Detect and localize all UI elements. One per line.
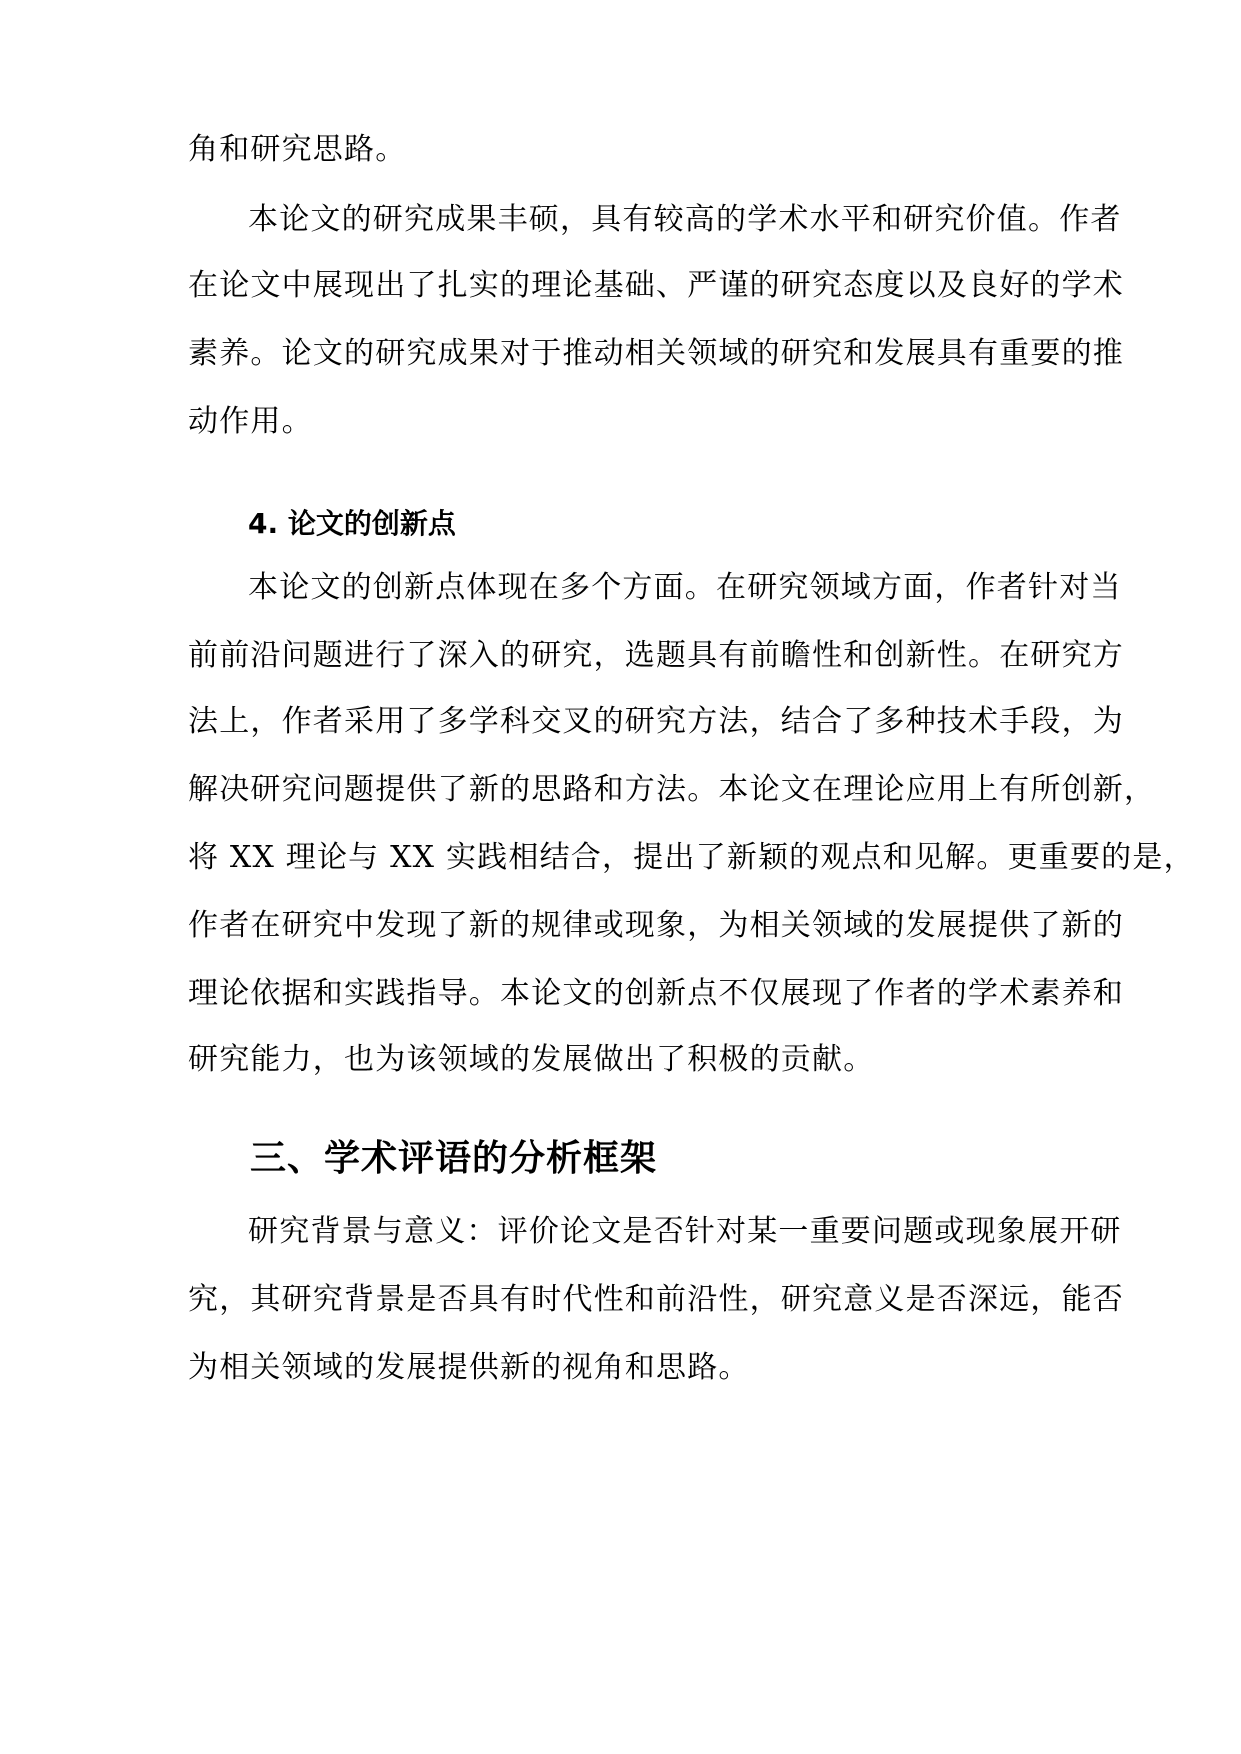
paragraph-line: 本论文的研究成果丰硕，具有较高的学术水平和研究价值。作者: [248, 202, 1122, 237]
paragraph-line: 理论依据和实践指导。本论文的创新点不仅展现了作者的学术素养和: [188, 976, 1124, 1011]
paragraph-line: 在论文中展现出了扎实的理论基础、严谨的研究态度以及良好的学术: [188, 268, 1124, 303]
paragraph-line: 法上，作者采用了多学科交叉的研究方法，结合了多种技术手段，为: [188, 704, 1124, 739]
paragraph-line: 素养。论文的研究成果对于推动相关领域的研究和发展具有重要的推: [188, 336, 1124, 371]
chapter-heading: 三、学术评语的分析框架: [250, 1138, 658, 1179]
paragraph-line: 前前沿问题进行了深入的研究，选题具有前瞻性和创新性。在研究方: [188, 638, 1124, 673]
paragraph-line: 解决研究问题提供了新的思路和方法。本论文在理论应用上有所创新，: [188, 772, 1156, 807]
paragraph-line: 将 XX 理论与 XX 实践相结合，提出了新颖的观点和见解。更重要的是，: [188, 840, 1195, 875]
paragraph-line: 为相关领域的发展提供新的视角和思路。: [188, 1350, 750, 1385]
paragraph-line: 角和研究思路。: [188, 132, 407, 167]
paragraph-line: 研究背景与意义：评价论文是否针对某一重要问题或现象展开研: [248, 1214, 1122, 1249]
section-heading: 4. 论文的创新点: [248, 507, 456, 540]
paragraph-line: 究，其研究背景是否具有时代性和前沿性，研究意义是否深远，能否: [188, 1282, 1124, 1317]
paragraph-line: 本论文的创新点体现在多个方面。在研究领域方面，作者针对当: [248, 570, 1122, 605]
paragraph-line: 作者在研究中发现了新的规律或现象，为相关领域的发展提供了新的: [188, 908, 1124, 943]
paragraph-line: 研究能力，也为该领域的发展做出了积极的贡献。: [188, 1042, 875, 1077]
paragraph-line: 动作用。: [188, 404, 313, 439]
